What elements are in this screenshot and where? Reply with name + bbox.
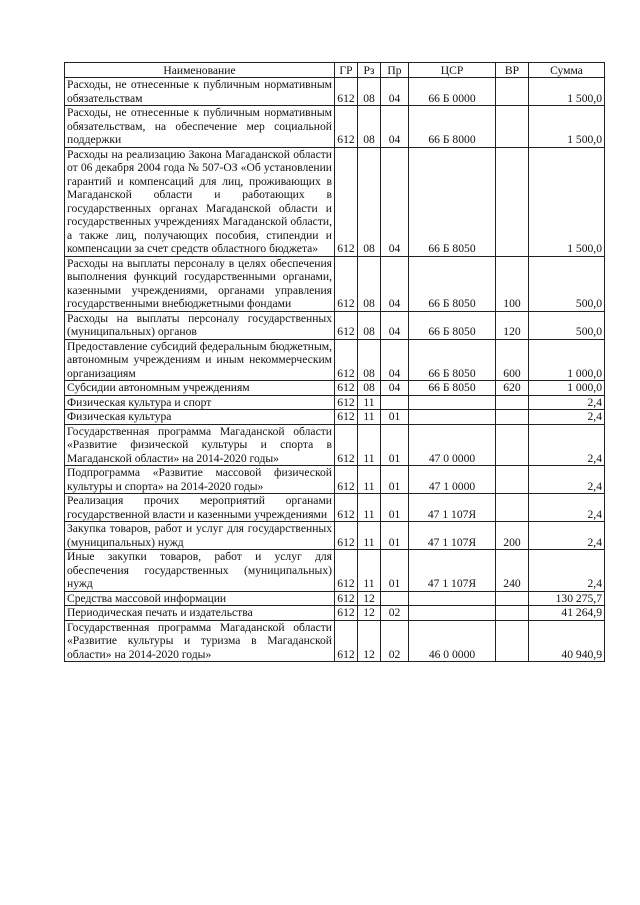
row-csr: 47 1 107Я xyxy=(409,550,496,592)
row-pr: 01 xyxy=(381,410,409,425)
row-gr: 612 xyxy=(335,78,358,106)
table-row xyxy=(65,78,605,106)
row-sum: 2,4 xyxy=(529,522,605,550)
row-rz: 11 xyxy=(358,550,381,592)
table-row xyxy=(65,606,605,621)
row-rz: 08 xyxy=(358,106,381,148)
row-sum: 40 940,9 xyxy=(529,620,605,662)
row-gr: 612 xyxy=(335,591,358,606)
row-vr xyxy=(496,410,529,425)
row-vr: 200 xyxy=(496,522,529,550)
row-csr: 47 0 0000 xyxy=(409,424,496,466)
row-gr: 612 xyxy=(335,147,358,256)
row-vr: 620 xyxy=(496,381,529,396)
row-csr: 66 Б 8050 xyxy=(409,147,496,256)
row-pr: 02 xyxy=(381,620,409,662)
row-gr: 612 xyxy=(335,410,358,425)
row-pr: 04 xyxy=(381,311,409,339)
row-vr xyxy=(496,424,529,466)
row-gr: 612 xyxy=(335,106,358,148)
table-row xyxy=(65,106,605,148)
row-pr: 04 xyxy=(381,381,409,396)
row-csr: 66 Б 0000 xyxy=(409,78,496,106)
row-sum: 1 000,0 xyxy=(529,381,605,396)
row-rz: 08 xyxy=(358,381,381,396)
row-sum: 2,4 xyxy=(529,424,605,466)
table-row xyxy=(65,381,605,396)
row-csr: 66 Б 8050 xyxy=(409,256,496,311)
row-name: Подпрограмма «Развитие массовой физической культуры и спорта» на 2014-2020 годы» xyxy=(65,466,335,494)
row-sum: 500,0 xyxy=(529,256,605,311)
row-sum: 1 500,0 xyxy=(529,78,605,106)
row-name: Расходы, не отнесенные к публичным нормативным обязательствам xyxy=(65,78,335,106)
table-row xyxy=(65,620,605,662)
row-sum: 1 000,0 xyxy=(529,339,605,381)
row-rz: 08 xyxy=(358,256,381,311)
row-gr: 612 xyxy=(335,550,358,592)
row-vr xyxy=(496,620,529,662)
row-csr xyxy=(409,591,496,606)
row-sum: 2,4 xyxy=(529,410,605,425)
row-name: Расходы на выплаты персоналу государственных (муниципальных) органов xyxy=(65,311,335,339)
table-row xyxy=(65,550,605,592)
row-csr: 66 Б 8000 xyxy=(409,106,496,148)
row-csr: 66 Б 8050 xyxy=(409,311,496,339)
row-sum: 2,4 xyxy=(529,494,605,522)
row-csr xyxy=(409,606,496,621)
row-csr: 47 1 107Я xyxy=(409,522,496,550)
row-vr: 600 xyxy=(496,339,529,381)
row-gr: 612 xyxy=(335,522,358,550)
table-row xyxy=(65,522,605,550)
row-gr: 612 xyxy=(335,466,358,494)
row-pr: 04 xyxy=(381,339,409,381)
table-row xyxy=(65,339,605,381)
header-gr: ГР xyxy=(335,63,358,78)
row-pr: 01 xyxy=(381,466,409,494)
row-pr: 04 xyxy=(381,78,409,106)
row-vr xyxy=(496,606,529,621)
row-pr: 01 xyxy=(381,550,409,592)
row-name: Реализация прочих мероприятий органами государственной власти и казенными учреждениями xyxy=(65,494,335,522)
row-sum: 2,4 xyxy=(529,466,605,494)
row-vr xyxy=(496,106,529,148)
row-gr: 612 xyxy=(335,620,358,662)
row-pr xyxy=(381,591,409,606)
row-csr xyxy=(409,395,496,410)
row-rz: 11 xyxy=(358,424,381,466)
header-pr: Пр xyxy=(381,63,409,78)
row-name: Физическая культура xyxy=(65,410,335,425)
row-name: Периодическая печать и издательства xyxy=(65,606,335,621)
table-row xyxy=(65,410,605,425)
row-sum: 2,4 xyxy=(529,550,605,592)
row-csr: 66 Б 8050 xyxy=(409,339,496,381)
row-name: Субсидии автономным учреждениям xyxy=(65,381,335,396)
row-vr xyxy=(496,494,529,522)
table-row xyxy=(65,147,605,256)
row-rz: 12 xyxy=(358,591,381,606)
row-name: Иные закупки товаров, работ и услуг для обеспечения государственных (муниципальных) нужд xyxy=(65,550,335,592)
row-rz: 11 xyxy=(358,466,381,494)
row-rz: 08 xyxy=(358,339,381,381)
row-rz: 08 xyxy=(358,78,381,106)
row-rz: 11 xyxy=(358,395,381,410)
row-rz: 08 xyxy=(358,311,381,339)
header-name: Наименование xyxy=(65,63,335,78)
row-vr: 100 xyxy=(496,256,529,311)
row-gr: 612 xyxy=(335,606,358,621)
row-gr: 612 xyxy=(335,381,358,396)
header-rz: Рз xyxy=(358,63,381,78)
document-page xyxy=(64,62,604,662)
table-row xyxy=(65,591,605,606)
row-vr xyxy=(496,591,529,606)
table-row xyxy=(65,311,605,339)
row-sum: 1 500,0 xyxy=(529,106,605,148)
row-rz: 11 xyxy=(358,522,381,550)
row-csr xyxy=(409,410,496,425)
row-name: Средства массовой информации xyxy=(65,591,335,606)
row-gr: 612 xyxy=(335,256,358,311)
row-csr: 46 0 0000 xyxy=(409,620,496,662)
row-vr xyxy=(496,466,529,494)
row-rz: 08 xyxy=(358,147,381,256)
row-vr: 240 xyxy=(496,550,529,592)
header-vr: ВР xyxy=(496,63,529,78)
table-row xyxy=(65,395,605,410)
budget-table xyxy=(64,62,605,662)
row-csr: 47 1 107Я xyxy=(409,494,496,522)
row-name: Расходы, не отнесенные к публичным нормативным обязательствам, на обеспечение мер социальной поддержки xyxy=(65,106,335,148)
row-vr: 120 xyxy=(496,311,529,339)
row-csr: 47 1 0000 xyxy=(409,466,496,494)
row-name: Расходы на реализацию Закона Магаданской области от 06 декабря 2004 года № 507-ОЗ «Об установлении гарантий и компенсаций для лиц, проживающих в Магаданской области и работающих в государственных органах Магаданской области и государственных учреждениях Магаданской области, а также лиц, получающих пособия, стипендии и компенсации за счет средств областного бюджета» xyxy=(65,147,335,256)
row-pr: 02 xyxy=(381,606,409,621)
row-pr: 01 xyxy=(381,424,409,466)
row-sum: 500,0 xyxy=(529,311,605,339)
row-sum: 130 275,7 xyxy=(529,591,605,606)
row-pr xyxy=(381,395,409,410)
row-pr: 01 xyxy=(381,494,409,522)
row-name: Государственная программа Магаданской области «Развитие физической культуры и спорта в Магаданской области» на 2014-2020 годы» xyxy=(65,424,335,466)
row-name: Государственная программа Магаданской области «Развитие культуры и туризма в Магаданской области» на 2014-2020 годы» xyxy=(65,620,335,662)
row-rz: 12 xyxy=(358,620,381,662)
row-vr xyxy=(496,395,529,410)
row-gr: 612 xyxy=(335,339,358,381)
row-pr: 01 xyxy=(381,522,409,550)
table-row xyxy=(65,256,605,311)
row-name: Физическая культура и спорт xyxy=(65,395,335,410)
row-gr: 612 xyxy=(335,395,358,410)
row-pr: 04 xyxy=(381,106,409,148)
row-rz: 12 xyxy=(358,606,381,621)
row-csr: 66 Б 8050 xyxy=(409,381,496,396)
row-vr xyxy=(496,147,529,256)
table-row xyxy=(65,424,605,466)
row-gr: 612 xyxy=(335,424,358,466)
table-row xyxy=(65,494,605,522)
row-sum: 2,4 xyxy=(529,395,605,410)
table-header-row xyxy=(65,63,605,78)
row-name: Предоставление субсидий федеральным бюджетным, автономным учреждениям и иным некоммерческим организациям xyxy=(65,339,335,381)
row-gr: 612 xyxy=(335,494,358,522)
row-pr: 04 xyxy=(381,147,409,256)
header-sum: Сумма xyxy=(529,63,605,78)
row-rz: 11 xyxy=(358,410,381,425)
row-vr xyxy=(496,78,529,106)
table-row xyxy=(65,466,605,494)
row-pr: 04 xyxy=(381,256,409,311)
row-gr: 612 xyxy=(335,311,358,339)
row-sum: 41 264,9 xyxy=(529,606,605,621)
row-rz: 11 xyxy=(358,494,381,522)
header-csr: ЦСР xyxy=(409,63,496,78)
row-sum: 1 500,0 xyxy=(529,147,605,256)
row-name: Расходы на выплаты персоналу в целях обеспечения выполнения функций государственными органами, казенными учреждениями, органами управления государственными внебюджетными фондами xyxy=(65,256,335,311)
row-name: Закупка товаров, работ и услуг для государственных (муниципальных) нужд xyxy=(65,522,335,550)
